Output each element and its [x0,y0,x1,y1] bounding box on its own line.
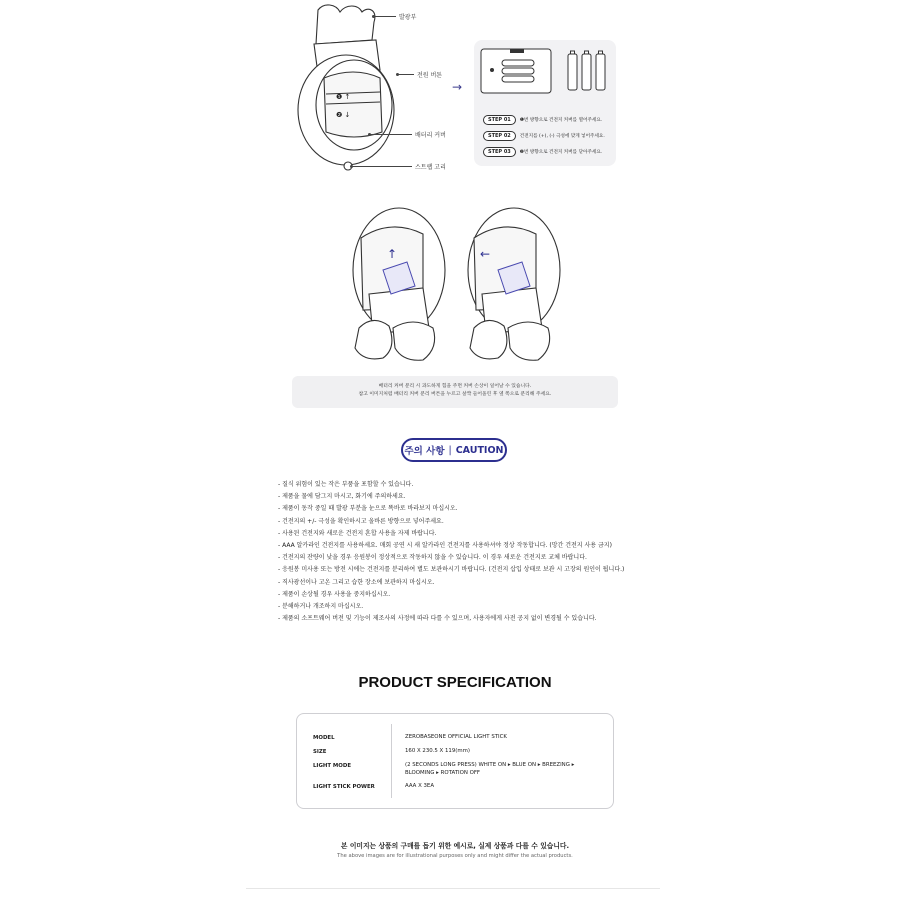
slide-arrow-icon: ← [480,247,491,261]
spec-value-size: 160 X 230.5 X 119(mm) [405,748,470,754]
label-strap-ring: 스트랩 고리 [415,164,446,171]
caution-item: - AAA 알카라인 건전지를 사용하세요. 매회 공연 시 새 알카라인 건전지를 사용하셔야 정상 작동합니다. (망간 건전지 사용 금지) [278,542,612,550]
caution-title-ko: 주의 사항 [404,446,445,457]
step-row-2 [483,131,605,141]
cover-mark-close: ❷ ↓ [336,111,351,119]
cover-warning-box [292,376,618,408]
disclaimer-korean: 본 이미지는 상품의 구매를 돕기 위한 예시로, 실제 상품과 다를 수 있습니다. [340,842,570,850]
spec-table [296,713,614,809]
step-row-3 [483,147,602,157]
caution-item: - 질식 위험이 있는 작은 부품을 포함할 수 있습니다. [278,481,414,488]
label-light-part: 발광부 [399,14,417,21]
caution-list [278,479,658,625]
cover-lift-illustration [343,198,451,366]
caution-item: - 제품의 소프트웨어 버전 및 기능이 제조사의 사정에 따라 다를 수 있으며, 사용자에게 사전 공지 없이 변경될 수 있습니다. [278,615,597,623]
cover-slide-illustration [460,198,570,366]
lead-line-battery-cover [370,134,412,135]
lead-line-power-button [398,74,414,75]
lead-line-strap-ring [352,166,412,167]
battery-compartment-icon [480,48,552,94]
label-power-button: 전원 버튼 [417,72,443,79]
step-text-1: ❶번 방향으로 건전지 커버를 열어주세요. [519,118,603,123]
spec-label-size: SIZE [313,749,327,755]
caution-item: - 분해하거나 개조하지 마십시오. [278,603,364,611]
caution-item: - 건전지의 +/- 극성을 확인하시고 올바른 방향으로 넣어주세요. [278,517,444,525]
spec-value-light-mode: (2 SECONDS LONG PRESS) WHITE ON ▸ BLUE ON ▸ BREEZING ▸ BLOOMING ▸ ROTATION OFF [405,762,575,776]
caution-item: - 직사광선이나 고온 그리고 습한 장소에 보관하지 마십시오. [278,578,435,586]
step-badge-2: STEP 02 [483,131,516,141]
aaa-batteries-icon [566,50,608,94]
spec-divider [391,724,392,798]
arrow-right-icon: → [452,80,463,94]
caution-item: - 제품이 동작 중일 때 발광 부분을 눈으로 똑바로 바라보지 마십시오. [278,505,458,513]
step-text-3: ❷번 방향으로 건전지 커버를 닫아주세요. [519,150,603,155]
spec-label-model: MODEL [313,735,335,741]
label-battery-cover: 배터리 커버 [415,132,446,139]
spec-value-power: AAA X 3EA [405,783,435,789]
caution-item: - 사용된 건전지와 새로운 건전지 혼합 사용을 자제 바랍니다. [278,529,437,537]
lead-line-light-part [374,16,396,17]
warning-line-1: 배터리 커버 분리 시 과도하게 힘을 주면 커버 손상이 일어날 수 있습니다. [378,384,532,389]
spec-value-model: ZEROBASEONE OFFICIAL LIGHT STICK [405,734,507,740]
battery-steps-panel [474,40,616,166]
caution-separator: | [448,444,452,456]
caution-heading [401,438,507,462]
warning-line-2: 참고 이미지처럼 배터리 커버 분리 버튼을 누르고 살짝 들어올린 후 옆 쪽으로 분리해 주세요. [358,392,552,397]
lift-arrow-icon: ↑ [387,247,398,261]
spec-label-power: LIGHT STICK POWER [313,784,375,790]
spec-title: PRODUCT SPECIFICATION [358,674,552,691]
step-text-2: 건전지를 (+), (-) 극성에 맞게 넣어주세요. [519,134,605,139]
caution-item: - 응원봉 미사용 또는 방전 시에는 건전지를 분리하여 별도 보관하시기 바랍니다. (건전지 삽입 상태로 보관 시 고장의 원인이 됩니다.) [278,566,625,574]
step-badge-1: STEP 01 [483,115,516,125]
caution-title-en: CAUTION [455,444,504,456]
step-badge-3: STEP 03 [483,147,516,157]
step-row-1 [483,115,602,125]
cover-mark-open: ❶ ↑ [336,93,351,101]
lightstick-diagram [296,0,406,175]
caution-item: - 건전지의 잔량이 낮을 경우 응원봉이 정상적으로 작동하지 않을 수 있습니다. 이 경우 새로운 건전지로 교체 바랍니다. [278,554,587,562]
spec-label-light-mode: LIGHT MODE [313,763,352,769]
bottom-divider [246,888,660,889]
caution-item: - 제품을 물에 담그지 마시고, 화기에 주의하세요. [278,493,406,501]
caution-item: - 제품이 손상될 경우 사용을 중지하십시오. [278,590,391,598]
disclaimer-english: The above images are for illustrational purposes only and might differ the actual products. [337,853,573,859]
